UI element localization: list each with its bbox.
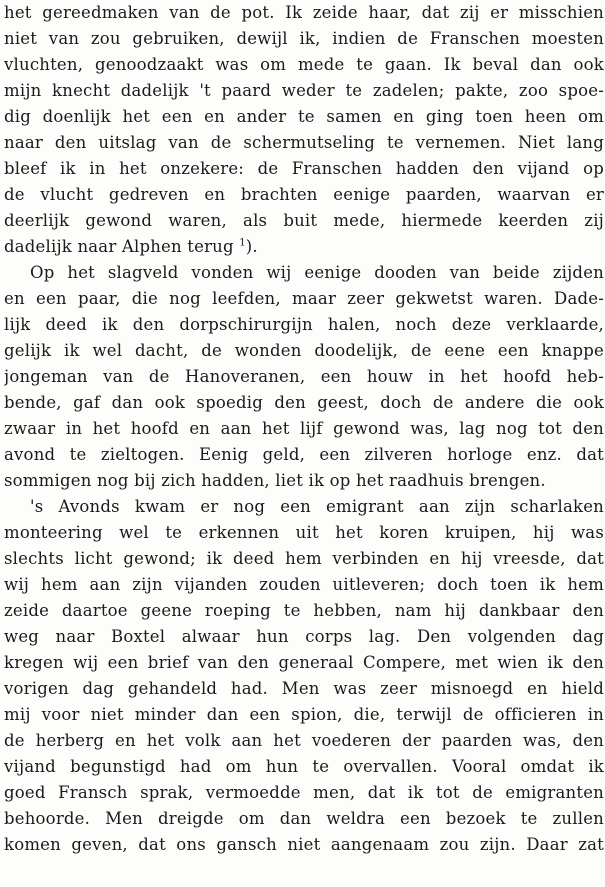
line-text: vorigen dag gehandeld had. Men was zeer misnoegd en hield — [4, 679, 604, 698]
footnote-marker[interactable]: 1 — [239, 237, 246, 249]
line-text: dig doenlijk het een en ander te samen en ging toen heen om — [4, 107, 604, 126]
line-text: vijand begunstigd had om hun te overvallen. Vooral omdat ik — [4, 757, 604, 776]
text-line — [4, 624, 604, 650]
text-line — [4, 650, 604, 676]
line-text: monteering wel te erkennen uit het koren kruipen, hij was — [4, 523, 604, 542]
line-text: slechts licht gewond; ik deed hem verbinden en hij vreesde, dat — [4, 549, 604, 568]
text-line — [4, 468, 604, 494]
line-text: wij hem aan zijn vijanden zouden uitleveren; doch toen ik hem — [4, 575, 604, 594]
line-text: kregen wij een brief van den generaal Compere, met wien ik den — [4, 653, 604, 672]
text-line — [4, 494, 604, 520]
line-text: mijn knecht dadelijk 't paard weder te zadelen; pakte, zoo spoe- — [4, 81, 604, 100]
line-text: vluchten, genoodzaakt was om mede te gaan. Ik beval dan ook — [4, 55, 604, 74]
text-line — [4, 364, 604, 390]
line-text: weg naar Boxtel alwaar hun corps lag. Den volgenden dag — [4, 627, 604, 646]
text-line — [4, 26, 604, 52]
text-line — [4, 286, 604, 312]
text-line — [4, 416, 604, 442]
text-line — [4, 442, 604, 468]
line-text: komen geven, dat ons gansch niet aangenaam zou zijn. Daar zat — [4, 835, 604, 854]
text-line — [4, 520, 604, 546]
text-line — [4, 130, 604, 156]
line-text: lijk deed ik den dorpschirurgijn halen, noch deze verklaarde, — [4, 315, 604, 334]
line-text: en een paar, die nog leefden, maar zeer gekwetst waren. Dade- — [4, 289, 604, 308]
text-line — [4, 390, 604, 416]
text-line — [4, 104, 604, 130]
line-text: niet van zou gebruiken, dewijl ik, indien de Franschen moesten — [4, 29, 604, 48]
text-line — [4, 676, 604, 702]
line-text: mij voor niet minder dan een spion, die, terwijl de officieren in — [4, 705, 604, 724]
text-line — [4, 208, 604, 234]
line-text: 's Avonds kwam er nog een emigrant aan zijn scharlaken — [30, 497, 604, 516]
line-text: Op het slagveld vonden wij eenige dooden van beide zijden — [30, 263, 604, 282]
line-text: gelijk ik wel dacht, de wonden doodelijk, de eene een knappe — [4, 341, 604, 360]
text-line — [4, 728, 604, 754]
line-text: dadelijk naar Alphen terug — [4, 237, 234, 256]
text-line — [4, 754, 604, 780]
line-text: bende, gaf dan ook spoedig den geest, doch de andere die ook — [4, 393, 604, 412]
line-text: de vlucht gedreven en brachten eenige paarden, waarvan er — [4, 185, 604, 204]
text-line — [4, 156, 604, 182]
text-line — [4, 702, 604, 728]
text-line — [4, 260, 604, 286]
text-line — [4, 234, 604, 260]
line-text: zwaar in het hoofd en aan het lijf gewond was, lag nog tot den — [4, 419, 604, 438]
text-line — [4, 338, 604, 364]
text-line — [4, 52, 604, 78]
text-line — [4, 780, 604, 806]
line-text: avond te zieltogen. Eenig geld, een zilveren horloge enz. dat — [4, 445, 604, 464]
text-line — [4, 832, 604, 858]
line-text: goed Fransch sprak, vermoedde men, dat ik tot de emigranten — [4, 783, 604, 802]
text-line — [4, 312, 604, 338]
body-text — [4, 0, 604, 858]
text-line — [4, 806, 604, 832]
line-text: sommigen nog bij zich hadden, liet ik op het raadhuis brengen. — [4, 471, 546, 490]
line-text: deerlijk gewond waren, als buit mede, hiermede keerden zij — [4, 211, 604, 230]
line-text: behoorde. Men dreigde om dan weldra een bezoek te zullen — [4, 809, 604, 828]
line-text: zeide daartoe geene roeping te hebben, nam hij dankbaar den — [4, 601, 604, 620]
line-text: het gereedmaken van de pot. Ik zeide haar, dat zij er misschien — [4, 3, 604, 22]
text-line — [4, 78, 604, 104]
line-text: bleef ik in het onzekere: de Franschen hadden den vijand op — [4, 159, 604, 178]
text-line — [4, 572, 604, 598]
line-text: de herberg en het volk aan het voederen der paarden was, den — [4, 731, 604, 750]
line-text-suffix: ). — [245, 237, 258, 256]
text-line — [4, 0, 604, 26]
line-text: jongeman van de Hanoveranen, een houw in het hoofd heb- — [4, 367, 604, 386]
text-line — [4, 182, 604, 208]
text-line — [4, 598, 604, 624]
text-line — [4, 546, 604, 572]
line-text: naar den uitslag van de schermutseling te vernemen. Niet lang — [4, 133, 604, 152]
